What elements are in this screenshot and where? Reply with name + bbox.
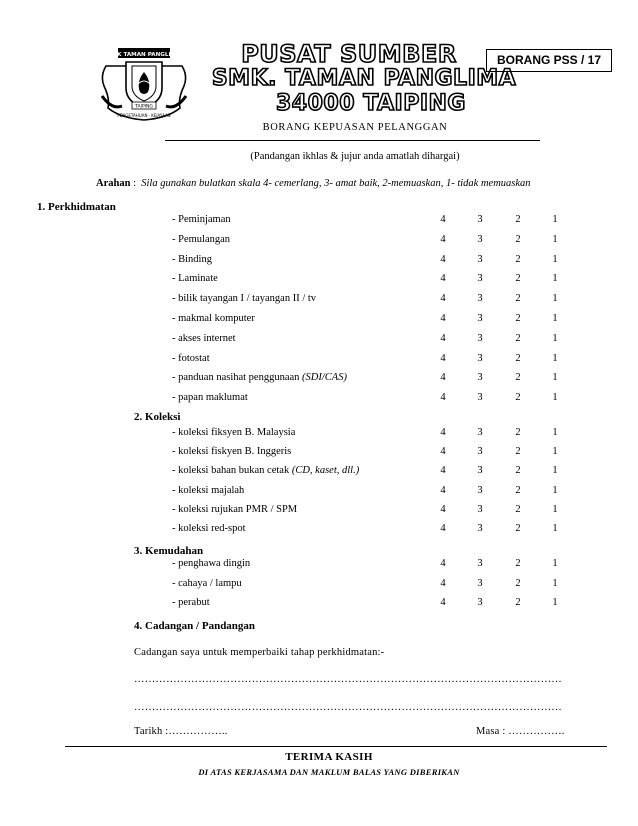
score-option-2[interactable]: 2 (515, 313, 521, 324)
rating-item-label (172, 372, 347, 383)
score-option-4[interactable]: 4 (440, 484, 446, 496)
score-option-4[interactable]: 4 (440, 465, 446, 477)
score-option-3[interactable]: 3 (477, 503, 483, 515)
score-option-3[interactable]: 3 (477, 313, 483, 324)
score-option-1[interactable]: 1 (552, 558, 558, 569)
rating-item-text: - Binding (172, 253, 212, 265)
score-option-4[interactable]: 4 (440, 503, 446, 515)
rating-item-label (172, 465, 359, 476)
score-option-3[interactable]: 3 (477, 293, 483, 305)
score-option-2[interactable]: 2 (515, 503, 521, 515)
rating-item-label (172, 214, 231, 225)
cadangan-prompt: Cadangan saya untuk memperbaiki tahap perkhidmatan:- (134, 647, 385, 658)
footer-note: DI ATAS KERJASAMA DAN MAKLUM BALAS YANG DIBERIKAN (198, 767, 460, 777)
rating-item-text: - papan maklumat (172, 392, 248, 404)
score-option-1[interactable]: 1 (552, 427, 558, 438)
rating-item-label (172, 353, 210, 364)
score-option-1[interactable]: 1 (552, 233, 558, 245)
rating-item-text: - penghawa dingin (172, 558, 251, 569)
score-option-1[interactable]: 1 (552, 503, 558, 515)
score-option-2[interactable]: 2 (515, 465, 521, 477)
rating-item-label (172, 597, 210, 608)
rating-item-text: - koleksi majalah (172, 484, 245, 496)
score-option-4[interactable]: 4 (440, 523, 446, 534)
form-title: BORANG KEPUASAN PELANGGAN (262, 122, 448, 133)
rating-item-text: - cahaya / lampu (172, 577, 242, 589)
score-option-2[interactable]: 2 (515, 597, 521, 608)
score-option-2[interactable]: 2 (515, 214, 521, 225)
score-option-4[interactable]: 4 (440, 293, 446, 305)
score-option-1[interactable]: 1 (552, 332, 558, 344)
score-option-1[interactable]: 1 (552, 597, 558, 608)
score-option-1[interactable]: 1 (552, 214, 558, 225)
svg-text:TAIPING: TAIPING (135, 104, 153, 110)
title-postcode-city: 34000 TAIPING (276, 91, 466, 116)
score-option-2[interactable]: 2 (515, 253, 521, 265)
score-option-3[interactable]: 3 (477, 352, 483, 364)
footer-divider (65, 746, 607, 747)
score-option-3[interactable]: 3 (477, 465, 483, 477)
thank-you-text: TERIMA KASIH (285, 751, 373, 763)
score-option-4[interactable]: 4 (440, 392, 446, 404)
score-option-4[interactable]: 4 (440, 233, 446, 245)
rating-item-text: - Laminate (172, 273, 218, 285)
score-option-2[interactable]: 2 (515, 332, 521, 344)
score-option-1[interactable]: 1 (552, 484, 558, 496)
title-pusat-sumber: PUSAT SUMBER (241, 40, 457, 68)
rating-item-text: - panduan nasihat penggunaan (172, 372, 303, 384)
score-option-3[interactable]: 3 (477, 214, 483, 225)
score-option-2[interactable]: 2 (515, 446, 521, 458)
rating-item-label (172, 578, 242, 589)
score-option-3[interactable]: 3 (477, 372, 483, 384)
score-option-3[interactable]: 3 (477, 427, 483, 438)
score-option-2[interactable]: 2 (515, 523, 521, 534)
score-option-4[interactable]: 4 (440, 253, 446, 265)
score-option-1[interactable]: 1 (552, 372, 558, 384)
score-option-4[interactable]: 4 (440, 446, 446, 458)
rating-item-label (172, 485, 244, 496)
score-option-2[interactable]: 2 (515, 233, 521, 245)
score-option-3[interactable]: 3 (477, 392, 483, 404)
svg-text:PENGETAHUAN · KEJAYAAN: PENGETAHUAN · KEJAYAAN (117, 113, 171, 118)
rating-item-text: - koleksi red-spot (172, 523, 246, 534)
rating-item-text: - koleksi bahan bukan cetak (172, 465, 292, 477)
score-option-3[interactable]: 3 (477, 597, 483, 608)
rating-item-label (172, 234, 230, 245)
score-option-1[interactable]: 1 (552, 253, 558, 265)
score-option-1[interactable]: 1 (552, 352, 558, 364)
rating-item-note: (CD, kaset, dll.) (291, 465, 360, 477)
rating-item-text: - fotostat (172, 352, 210, 364)
svg-text:SMK TAMAN PANGLIMA: SMK TAMAN PANGLIMA (107, 52, 181, 58)
score-option-3[interactable]: 3 (477, 558, 483, 569)
rating-item-text: - Pemulangan (172, 233, 231, 245)
score-option-1[interactable]: 1 (552, 392, 558, 404)
score-option-1[interactable]: 1 (552, 577, 558, 589)
section-title: 2. Koleksi (134, 411, 181, 423)
instructions: Arahan : Sila gunakan bulatkan skala 4- cemerlang, 3- amat baik, 2-memuaskan, 1- tidak memuaskan (96, 178, 531, 189)
title-school-name: SMK. TAMAN PANGLIMA (211, 66, 517, 91)
cadangan-line-1[interactable]: ………………………………………………………………………………………………………… (134, 674, 562, 685)
section-title: 1. Perkhidmatan (37, 201, 116, 213)
masa-field[interactable]: Masa : ……………. (476, 726, 565, 737)
score-option-1[interactable]: 1 (552, 523, 558, 534)
tarikh-field[interactable]: Tarikh :…………….. (134, 726, 228, 737)
instructions-label: Arahan (96, 178, 131, 189)
rating-item-label (172, 392, 248, 403)
rating-item-label (172, 427, 295, 438)
score-option-4[interactable]: 4 (440, 558, 446, 569)
cadangan-line-2[interactable]: ………………………………………………………………………………………………………… (134, 702, 562, 713)
rating-item-label (172, 558, 250, 569)
rating-item-text: - makmal komputer (172, 313, 255, 324)
score-option-3[interactable]: 3 (477, 233, 483, 245)
rating-item-label (172, 254, 212, 265)
score-option-4[interactable]: 4 (440, 597, 446, 608)
score-option-3[interactable]: 3 (477, 523, 483, 534)
score-option-4[interactable]: 4 (440, 352, 446, 364)
score-option-3[interactable]: 3 (477, 332, 483, 344)
score-option-2[interactable]: 2 (515, 427, 521, 438)
rating-item-text: - koleksi rujukan PMR / SPM (172, 503, 298, 515)
score-option-1[interactable]: 1 (552, 273, 558, 285)
score-option-2[interactable]: 2 (515, 293, 521, 305)
score-option-2[interactable]: 2 (515, 392, 521, 404)
score-option-4[interactable]: 4 (440, 313, 446, 324)
rating-item-label (172, 333, 236, 344)
score-option-1[interactable]: 1 (552, 313, 558, 324)
rating-item-text: - Peminjaman (172, 214, 231, 225)
score-option-2[interactable]: 2 (515, 352, 521, 364)
score-option-3[interactable]: 3 (477, 446, 483, 458)
score-option-2[interactable]: 2 (515, 484, 521, 496)
score-option-4[interactable]: 4 (440, 332, 446, 344)
rating-item-label (172, 293, 316, 304)
score-option-3[interactable]: 3 (477, 273, 483, 285)
score-option-3[interactable]: 3 (477, 577, 483, 589)
score-option-2[interactable]: 2 (515, 577, 521, 589)
score-option-2[interactable]: 2 (515, 558, 521, 569)
score-option-4[interactable]: 4 (440, 214, 446, 225)
score-option-4[interactable]: 4 (440, 372, 446, 384)
section-title: 3. Kemudahan (134, 545, 204, 557)
score-option-1[interactable]: 1 (552, 293, 558, 305)
rating-item-label (172, 313, 255, 324)
rating-item-label (172, 504, 297, 515)
score-option-3[interactable]: 3 (477, 253, 483, 265)
score-option-3[interactable]: 3 (477, 484, 483, 496)
form-code-box: BORANG PSS / 17 (486, 49, 612, 72)
rating-item-label (172, 273, 218, 284)
rating-item-label (172, 446, 291, 457)
rating-item-text: - koleksi fiskyen B. Inggeris (172, 446, 292, 458)
section-cadangan-title: 4. Cadangan / Pandangan (134, 620, 256, 632)
form-subtitle: (Pandangan ikhlas & jujur anda amatlah dihargai) (250, 151, 460, 162)
score-option-1[interactable]: 1 (552, 465, 558, 477)
instructions-text: Sila gunakan bulatkan skala 4- cemerlang, 3- amat baik, 2-memuaskan, 1- tidak memuaskan (141, 178, 531, 189)
score-option-4[interactable]: 4 (440, 273, 446, 285)
title-divider (165, 140, 540, 141)
score-option-4[interactable]: 4 (440, 427, 446, 438)
rating-item-text: - koleksi fiksyen B. Malaysia (172, 427, 296, 438)
score-option-4[interactable]: 4 (440, 577, 446, 589)
rating-item-label (172, 523, 246, 534)
rating-item-note: (SDI/CAS) (302, 372, 347, 384)
score-option-1[interactable]: 1 (552, 446, 558, 458)
rating-item-text: - perabut (172, 597, 210, 608)
rating-item-text: - akses internet (172, 332, 236, 344)
score-option-2[interactable]: 2 (515, 372, 521, 384)
score-option-2[interactable]: 2 (515, 273, 521, 285)
rating-item-text: - bilik tayangan I / tayangan II / tv (172, 293, 317, 305)
